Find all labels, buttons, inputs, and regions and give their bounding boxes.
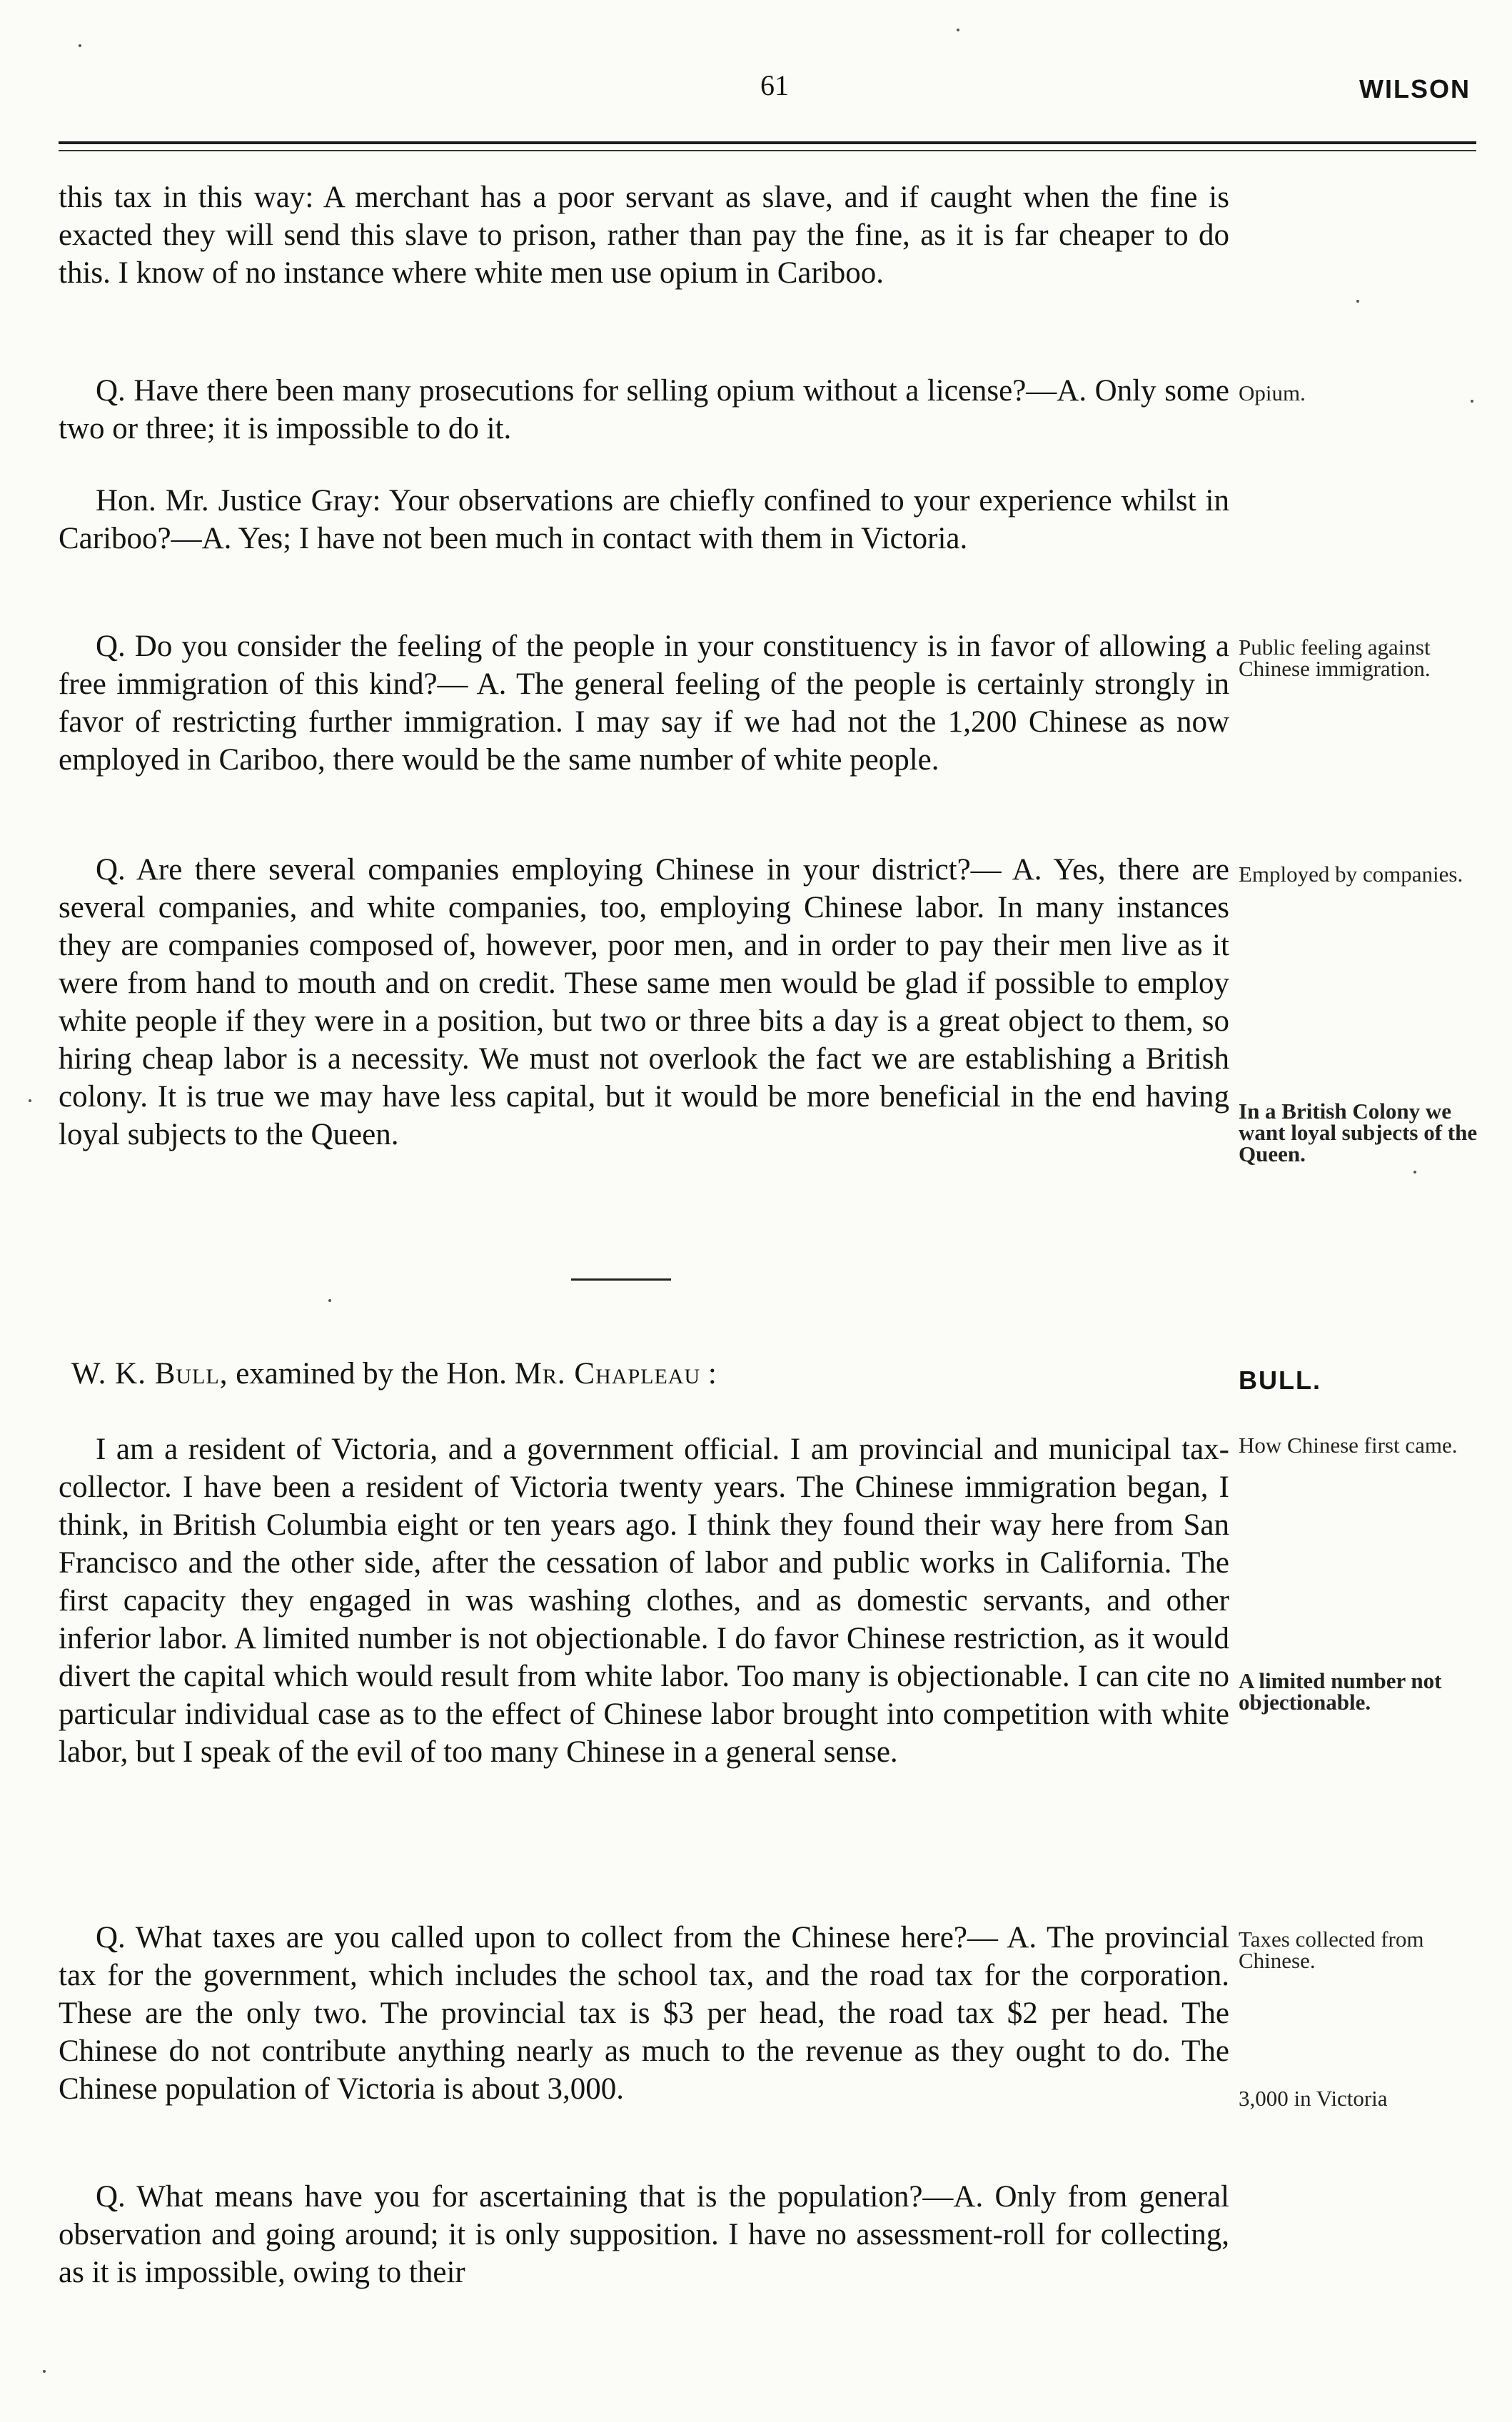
scan-speck [957, 29, 959, 31]
header-rule-thin [59, 150, 1476, 151]
paragraph: Q. What means have you for ascertaining that is the population?—A. Only from general observation and going around; it is only supposition. I have no assessment-roll for collecting, as it is impossible, owing to their [59, 2180, 1229, 2289]
margin-note: In a British Colony we want loyal subjects of the Queen. [1239, 1099, 1478, 1166]
paragraph: Q. Are there several companies employing Chinese in your district?— A. Yes, there are several companies, and white companies, too, employing Chinese labor. In many instances they are companies composed of, however, poor men, and in order to pay their men live as it were from hand to mouth and on credit. These same men would be glad if possible to employ white people if they were in a position, but two or three bits a day is a great object to them, so hiring cheap labor is a necessity. We must not overlook the fact we are establishing a British colony. It is true we may have less capital, but it would be more beneficial in the end having loyal subjects to the Queen. [59, 853, 1229, 1151]
margin-note: Employed by companies. [1239, 862, 1463, 887]
margin-note: How Chinese first came. [1239, 1433, 1458, 1458]
scan-speck [1471, 400, 1473, 403]
scan-speck [29, 1099, 31, 1102]
examination-text: examined by the Hon. [228, 1357, 515, 1391]
margin-note: Taxes collected from Chinese. [1239, 1927, 1424, 1973]
scan-speck [328, 1299, 331, 1302]
examination-heading [71, 1355, 1214, 1393]
paragraph: this tax in this way: A merchant has a poor servant as slave, and if caught when the fine is exacted they will send this slave to prison, rather than pay the fine, as it is far cheaper to do this. I know of no instance where white men use opium in Cariboo. [59, 181, 1229, 290]
margin-note: 3,000 in Victoria [1239, 2086, 1388, 2111]
margin-note: A limited number not objectionable. [1239, 1668, 1442, 1715]
section-divider [571, 1278, 671, 1281]
scan-speck [1356, 300, 1359, 303]
margin-note: Public feeling against Chinese immigration. [1239, 635, 1431, 681]
paragraph: Q. What taxes are you called upon to collect from the Chinese here?— A. The provincial tax for the government, which includes the school tax, and the road tax for the corporation. These are the only two. The provincial tax is $3 per head, the road tax $2 per head. The Chinese do not contribute anything nearly as much to the revenue as they ought to do. The Chinese population of Victoria is about 3,000. [59, 1921, 1229, 2106]
paragraph: Hon. Mr. Justice Gray: Your observations are chiefly confined to your experience whilst in Cariboo?—A. Yes; I have not been much in contact with them in Victoria. [59, 484, 1229, 555]
paragraph: Q. Do you consider the feeling of the people in your constituency is in favor of allowing a free immigration of this kind?— A. The general feeling of the people is certainly strongly in favor of restricting further immigration. I may say if we had not the 1,200 Chinese as now employed in Cariboo, there would be the same number of white people. [59, 630, 1229, 777]
running-head: WILSON [1359, 74, 1471, 104]
witness-name: W. K. Bull, [71, 1357, 228, 1391]
examiner-name: Mr. Chapleau [514, 1357, 701, 1391]
heading-colon: : [707, 1357, 717, 1391]
speaker-tag: BULL. [1239, 1366, 1321, 1395]
paragraph: I am a resident of Victoria, and a government official. I am provincial and municipal tax-collector. I have been a resident of Victoria twenty years. The Chinese immigration began, I think, in British Columbia eight or ten years ago. I think they found their way here from San Francisco and the other side, after the cessation of labor and public works in California. The first capacity they engaged in was washing clothes, and as domestic servants, and other inferior labor. A limited number is not objectionable. I do favor Chinese restriction, as it would divert the capital which would result from white labor. Too many is objectionable. I can cite no particular individual case as to the effect of Chinese labor brought into competition with white labor, but I speak of the evil of too many Chinese in a general sense. [59, 1433, 1229, 1769]
scan-speck [43, 2370, 46, 2373]
margin-note: Opium. [1239, 380, 1306, 405]
header-rule [59, 141, 1476, 144]
scan-speck [79, 44, 81, 47]
scan-speck [1413, 1171, 1416, 1174]
page-number: 61 [760, 69, 789, 101]
paragraph: Q. Have there been many prosecutions for selling opium without a license?—A. Only some two or three; it is impossible to do it. [59, 374, 1229, 445]
